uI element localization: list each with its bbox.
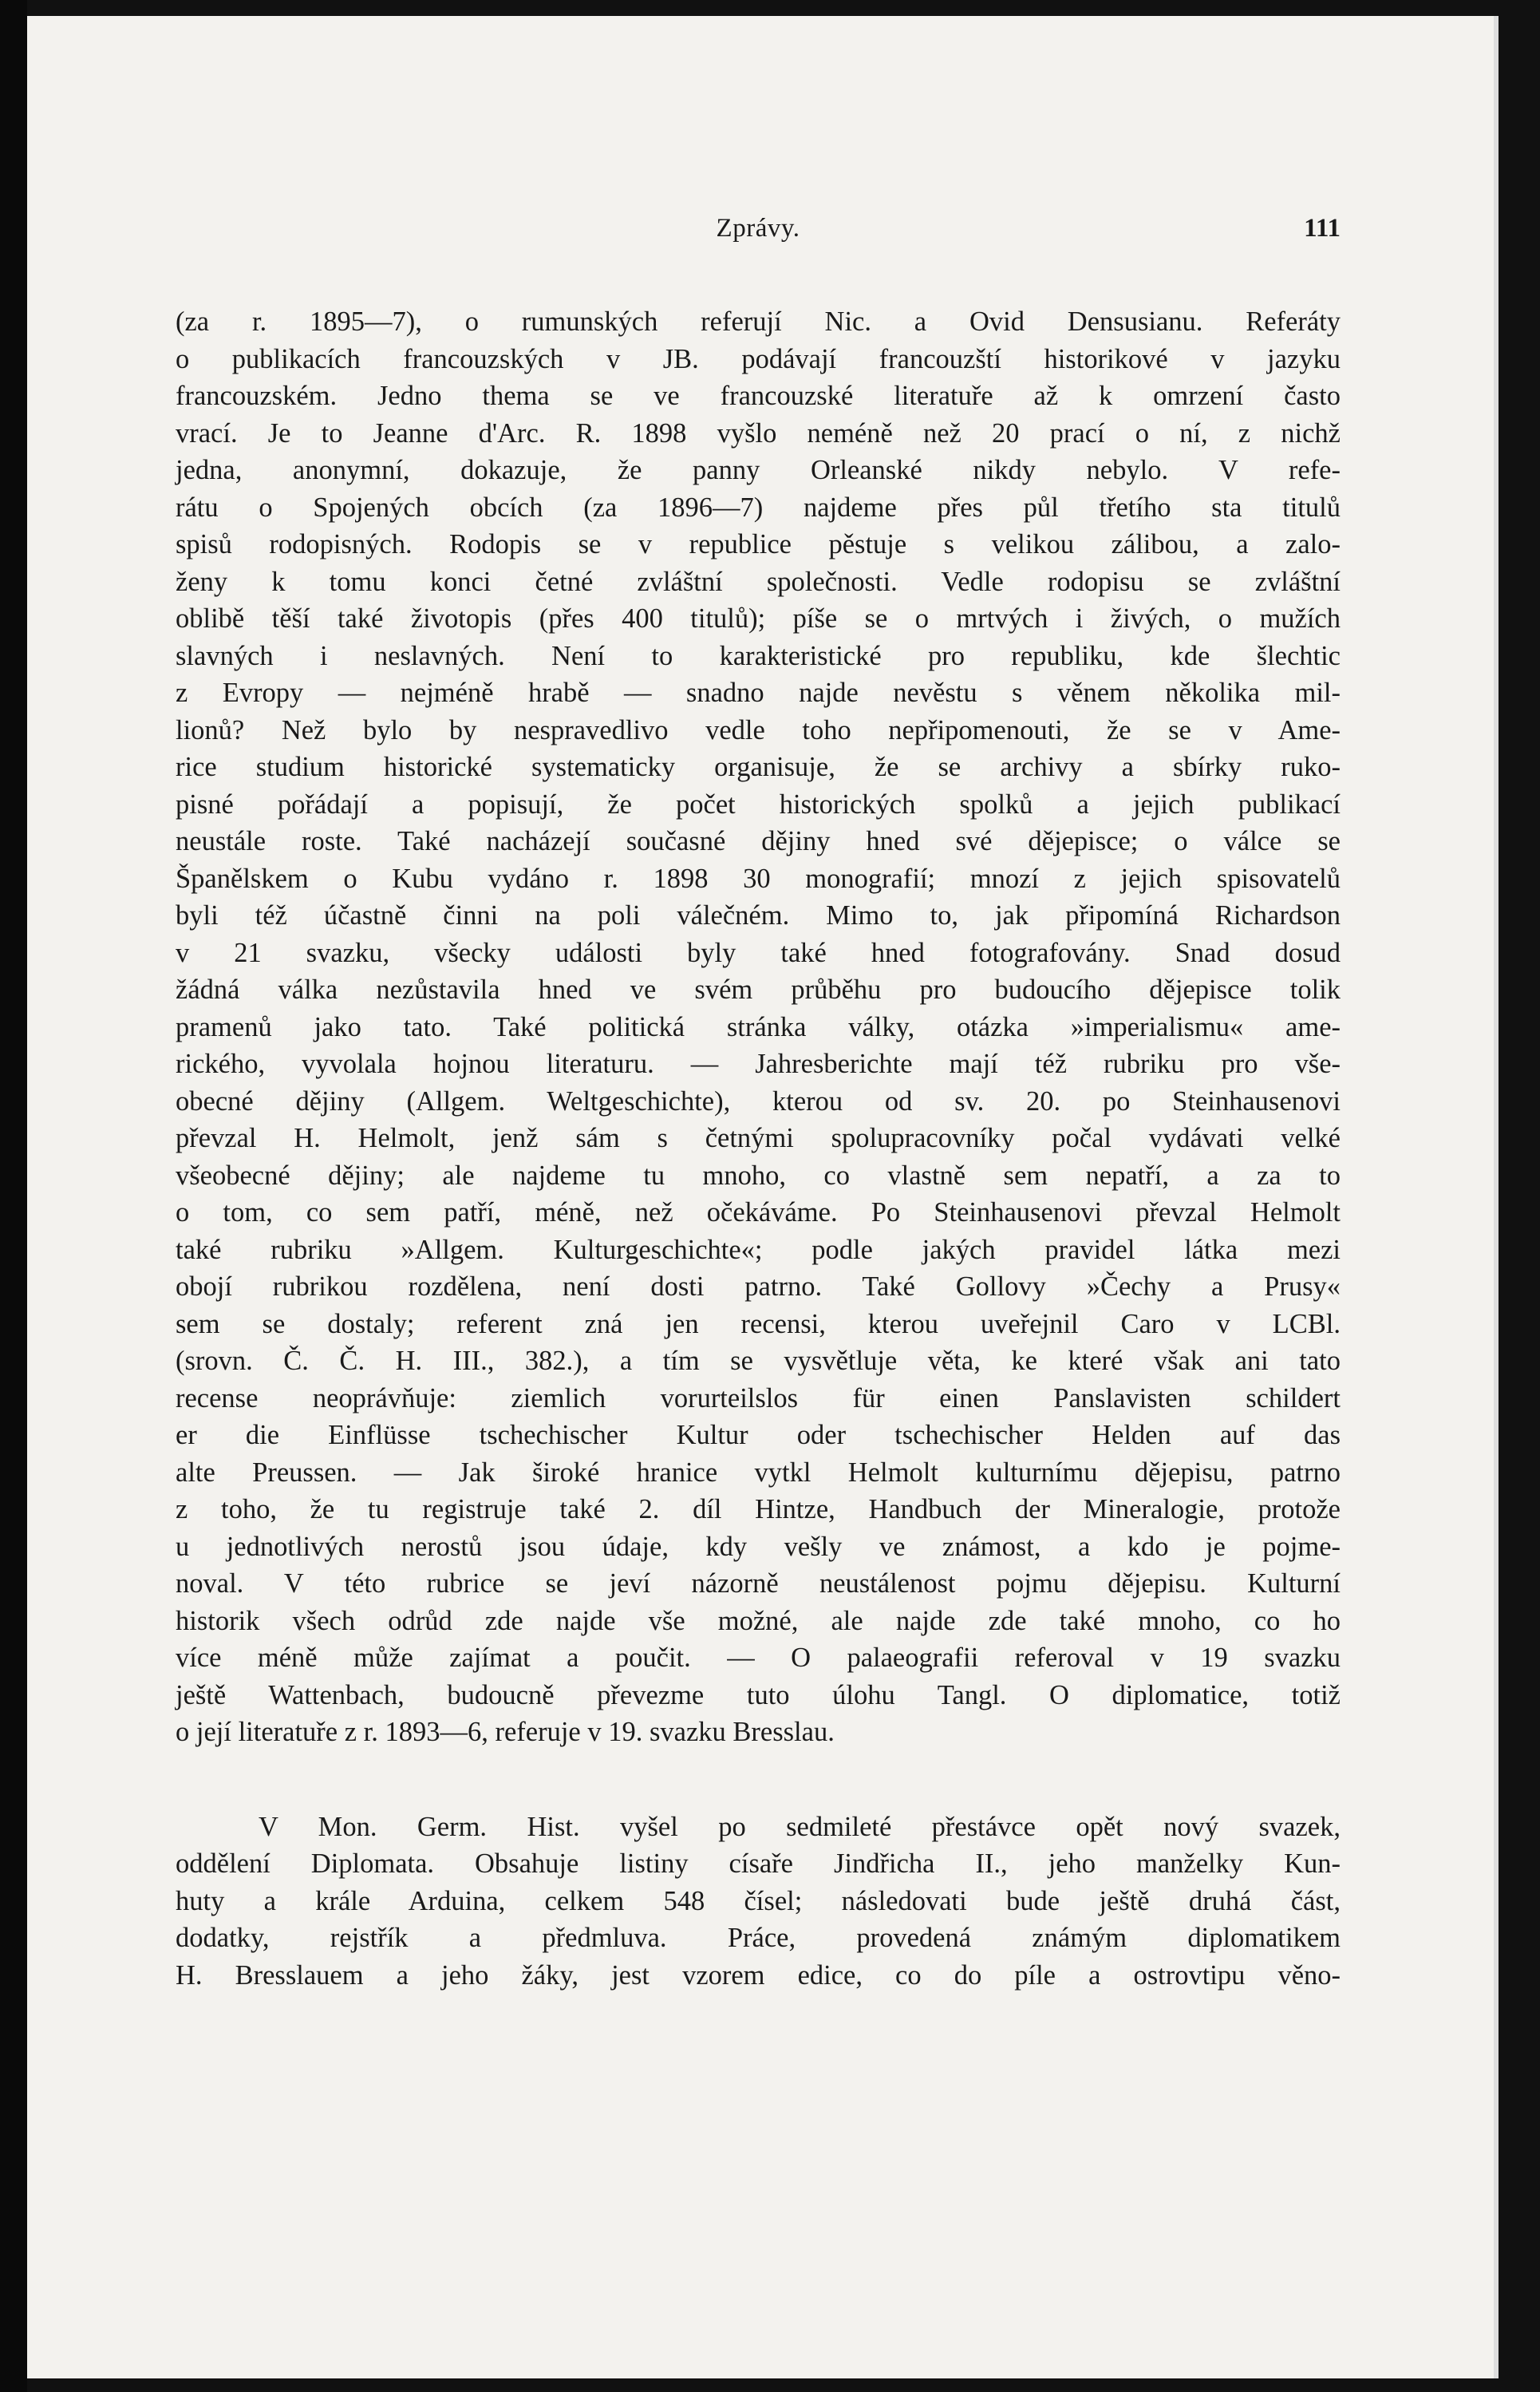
text-line: o tom, co sem patří, méně, než očekáváme. Po Steinhausenovi převzal Helmolt <box>176 1197 1341 1228</box>
text-line: oblibě těší také životopis (přes 400 titulů); píše se o mrtvých i živých, o mužích <box>176 603 1341 634</box>
text-line: huty a krále Arduina, celkem 548 čísel; následovati bude ještě druhá část, <box>176 1885 1341 1916</box>
text-line: obecné dějiny (Allgem. Weltgeschichte), kterou od sv. 20. po Steinhausenovi <box>176 1085 1341 1117</box>
text-line: ženy k tomu konci četné zvláštní společnosti. Vedle rodopisu se zvláštní <box>176 566 1341 597</box>
text-line: (srovn. Č. Č. H. III., 382.), a tím se vysvětluje věta, ke které však ani tato <box>176 1346 1341 1376</box>
text-line: sem se dostaly; referent zná jen recensi, kterou uveřejnil Caro v LCBl. <box>176 1308 1341 1339</box>
text-line: V Mon. Germ. Hist. vyšel po sedmileté přestávce opět nový svazek, <box>259 1811 1341 1842</box>
text-line: neustále roste. Také nacházejí současné dějiny hned své dějepisce; o válce se <box>176 826 1341 856</box>
text-line: vrací. Je to Jeanne d'Arc. R. 1898 vyšlo neméně než 20 prací o ní, z nichž <box>176 417 1341 449</box>
page-header <box>176 214 1341 262</box>
text-line: noval. V této rubrice se jeví názorně neustálenost pojmu dějepisu. Kulturní <box>176 1568 1341 1599</box>
text-line: v 21 svazku, všecky události byly také hned fotografovány. Snad dosud <box>176 937 1341 968</box>
text-line: lionů? Než bylo by nespravedlivo vedle toho nepřipomenouti, že se v Ame- <box>176 714 1341 745</box>
page-edge <box>1494 16 1499 2378</box>
text-line: jedna, anonymní, dokazuje, že panny Orleanské nikdy nebylo. V refe- <box>176 455 1341 485</box>
text-line: z toho, že tu registruje také 2. díl Hintze, Handbuch der Mineralogie, protože <box>176 1494 1341 1524</box>
text-line: rického, vyvolala hojnou literaturu. — Jahresberichte mají též rubriku pro vše- <box>176 1049 1341 1079</box>
text-line: více méně může zajímat a poučit. — O palaeografii referoval v 19 svazku <box>176 1643 1341 1673</box>
text-line: er die Einflüsse tschechischer Kultur oder tschechischer Helden auf das <box>176 1420 1341 1450</box>
text-line: všeobecné dějiny; ale najdeme tu mnoho, co vlastně sem nepatří, a za to <box>176 1160 1341 1191</box>
text-line: rátu o Spojených obcích (za 1896—7) najdeme přes půl třetího sta titulů <box>176 492 1341 523</box>
running-title: Zprávy. <box>716 214 800 243</box>
scan-shadow-left <box>0 0 27 2392</box>
text-line: H. Bresslauem a jeho žáky, jest vzorem edice, co do píle a ostrovtipu věno- <box>176 1959 1341 1991</box>
text-line: (za r. 1895—7), o rumunských referují Nic. a Ovid Densusianu. Referáty <box>176 306 1341 337</box>
text-line: byli též účastně činni na poli válečném. Mimo to, jak připomíná Richardson <box>176 900 1341 931</box>
text-line: obojí rubrikou rozdělena, není dosti patrno. Také Gollovy »Čechy a Prusy« <box>176 1271 1341 1302</box>
text-line: o publikacích francouzských v JB. podávají francouzští historikové v jazyku <box>176 343 1341 374</box>
text-line: o její literatuře z r. 1893—6, referuje v 19. svazku Bresslau. <box>176 1717 835 1747</box>
text-line: dodatky, rejstřík a předmluva. Práce, provedená známým diplomatikem <box>176 1923 1341 1953</box>
text-line: Španělskem o Kubu vydáno r. 1898 30 monografií; mnozí z jejich spisovatelů <box>176 863 1341 894</box>
text-line: rice studium historické systematicky organisuje, že se archivy a sbírky ruko- <box>176 752 1341 782</box>
text-line: u jednotlivých nerostů jsou údaje, kdy vešly ve známost, a kdo je pojme- <box>176 1531 1341 1562</box>
text-line: spisů rodopisných. Rodopis se v republice pěstuje s velikou zálibou, a zalo- <box>176 529 1341 559</box>
text-line: z Evropy — nejméně hrabě — snadno najde nevěstu s věnem několika mil- <box>176 678 1341 708</box>
paragraph-1 <box>176 303 1341 1751</box>
text-line: slavných i neslavných. Není to karakteristické pro republiku, kde šlechtic <box>176 640 1341 671</box>
text-line: historik všech odrůd zde najde vše možné, ale najde zde také mnoho, co ho <box>176 1605 1341 1636</box>
text-line: francouzském. Jedno thema se ve francouzské literatuře až k omrzení často <box>176 381 1341 411</box>
text-line: pisné pořádají a popisují, že počet historických spolků a jejich publikací <box>176 789 1341 820</box>
text-line: také rubriku »Allgem. Kulturgeschichte«; podle jakých pravidel látka mezi <box>176 1234 1341 1265</box>
text-line: pramenů jako tato. Také politická stránka války, otázka »imperialismu« ame- <box>176 1011 1341 1042</box>
text-line: ještě Wattenbach, budoucně převezme tuto úlohu Tangl. O diplomatice, totiž <box>176 1679 1341 1710</box>
body-text <box>176 303 1341 1994</box>
text-line: recense neoprávňuje: ziemlich vorurteilslos für einen Panslavisten schildert <box>176 1382 1341 1413</box>
text-line: alte Preussen. — Jak široké hranice vytkl Helmolt kulturnímu dějepisu, patrno <box>176 1457 1341 1488</box>
paragraph-2 <box>176 1809 1341 1995</box>
text-line: žádná válka nezůstavila hned ve svém průběhu pro budoucího dějepisce tolik <box>176 975 1341 1005</box>
page-number: 111 <box>1304 214 1341 243</box>
text-line: oddělení Diplomata. Obsahuje listiny císaře Jindřicha II., jeho manželky Kun- <box>176 1848 1341 1879</box>
text-line: převzal H. Helmolt, jenž sám s četnými spolupracovníky počal vydávati velké <box>176 1123 1341 1153</box>
paragraph-spacer <box>176 1751 1341 1809</box>
